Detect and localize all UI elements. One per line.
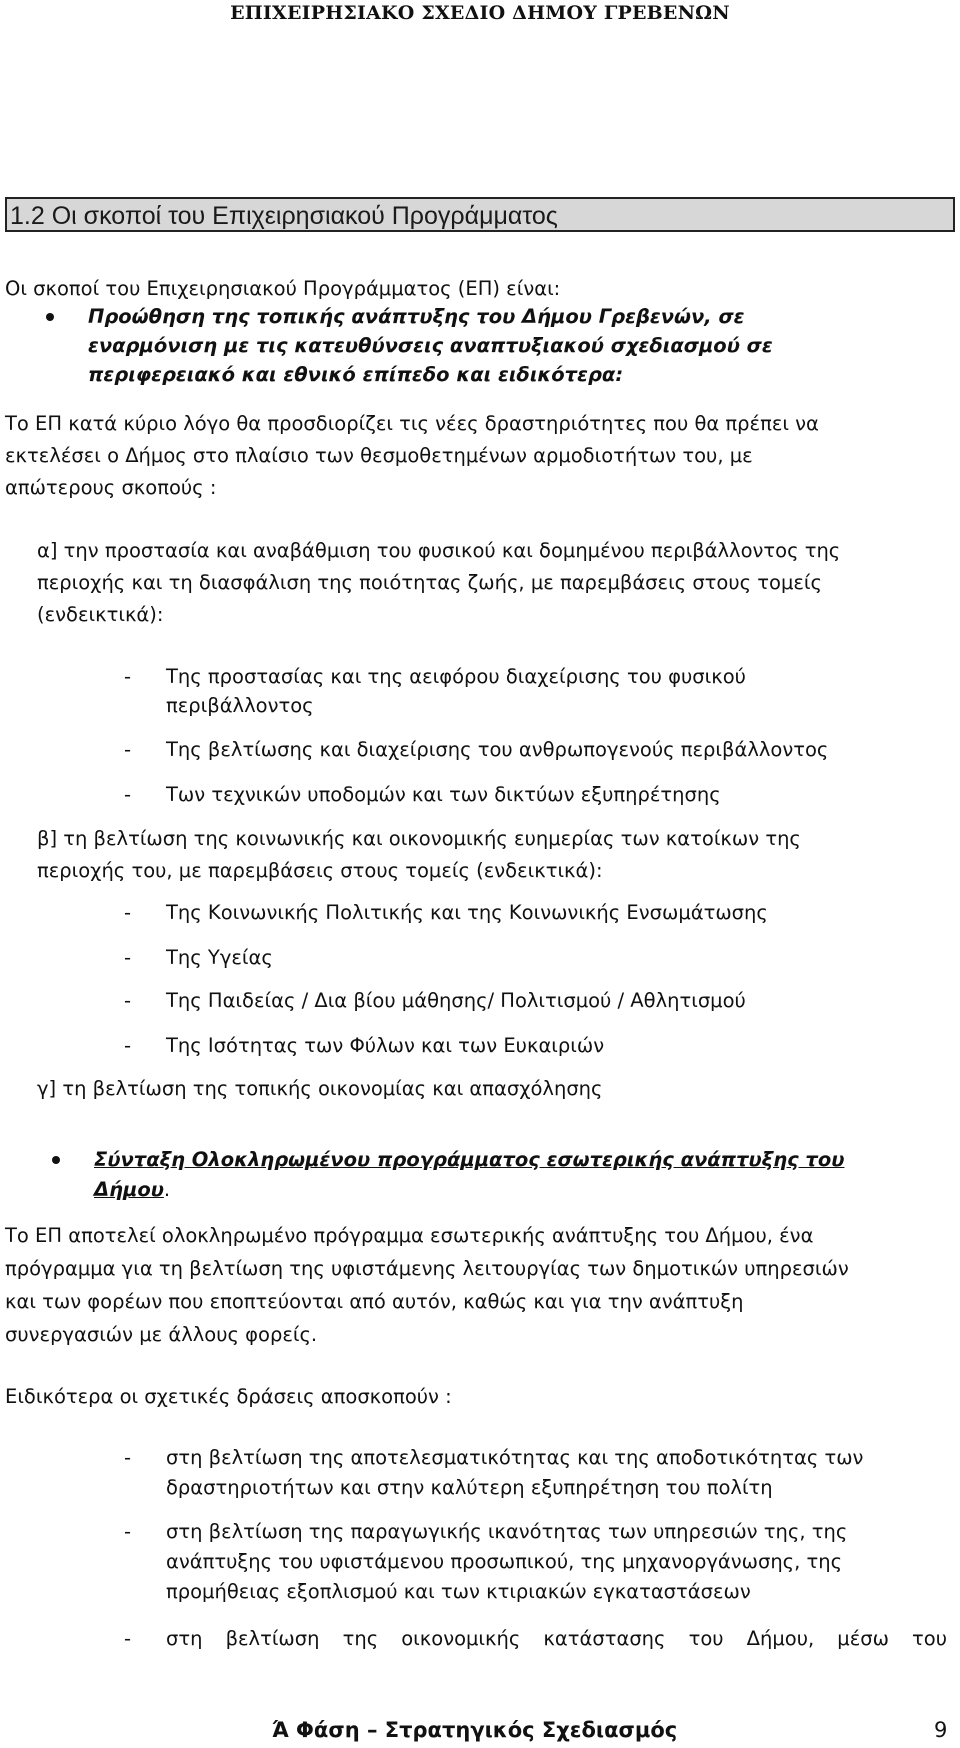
- paragraph-line: απώτερους σκοπούς :: [5, 476, 217, 499]
- dash-marker: -: [124, 665, 132, 688]
- bullet-icon: [46, 313, 54, 321]
- goal-c-line: γ] τη βελτίωση της τοπικής οικονομίας και απασχόλησης: [37, 1077, 603, 1100]
- dash-marker: -: [124, 783, 132, 806]
- goal-a-item: περιβάλλοντος: [166, 694, 314, 717]
- goal-b-item: Της Υγείας: [166, 946, 273, 969]
- dash-marker: -: [124, 989, 132, 1012]
- goal-b-item: Της Κοινωνικής Πολιτικής και της Κοινωνικής Ενσωμάτωσης: [166, 901, 768, 924]
- section-title: 1.2 Οι σκοποί του Επιχειρησιακού Προγράμματος: [10, 202, 558, 230]
- intro-text: Οι σκοποί του Επιχειρησιακού Προγράμματος (ΕΠ) είναι:: [5, 277, 561, 300]
- goal-a-item: Των τεχνικών υποδομών και των δικτύων εξυπηρέτησης: [166, 783, 721, 806]
- bullet2-emphasis: Δήμου: [94, 1178, 164, 1201]
- page-footer: [0, 1718, 960, 1748]
- bullet1-line: περιφερειακό και εθνικό επίπεδο και ειδικότερα:: [88, 363, 624, 386]
- goal-b-item: Της Παιδείας / Δια βίου μάθησης/ Πολιτισμού / Αθλητισμού: [166, 989, 746, 1012]
- paragraph-line: πρόγραμμα για τη βελτίωση της υφιστάμενης λειτουργίας των δημοτικών υπηρεσιών: [5, 1257, 849, 1280]
- goal-a-line: α] την προστασία και αναβάθμιση του φυσικού και δομημένου περιβάλλοντος της: [37, 539, 841, 562]
- action-line: στη βελτίωση της αποτελεσματικότητας και της αποδοτικότητας των: [166, 1446, 864, 1469]
- page-header: ΕΠΙΧΕΙΡΗΣΙΑΚΟ ΣΧΕΔΙΟ ΔΗΜΟΥ ΓΡΕΒΕΝΩΝ: [230, 2, 730, 24]
- paragraph-line: Το ΕΠ κατά κύριο λόγο θα προσδιορίζει τις νέες δραστηριότητες που θα πρέπει να: [5, 412, 819, 435]
- goal-b-item: Της Ισότητας των Φύλων και των Ευκαιριών: [166, 1034, 605, 1057]
- section-heading-bar: [5, 197, 955, 232]
- page-number: 9: [934, 1718, 948, 1742]
- goal-a-item: Της βελτίωσης και διαχείρισης του ανθρωπογενούς περιβάλλοντος: [166, 738, 829, 761]
- bullet-icon: [52, 1156, 60, 1164]
- goal-b-line: περιοχής του, με παρεμβάσεις στους τομείς (ενδεικτικά):: [37, 859, 603, 882]
- dash-marker: -: [124, 946, 132, 969]
- bullet1-line: εναρμόνιση με τις κατευθύνσεις αναπτυξιακού σχεδιασμού σε: [88, 334, 773, 357]
- paragraph-line: εκτελέσει ο Δήμος στο πλαίσιο των θεσμοθετημένων αρμοδιοτήτων του, με: [5, 444, 753, 467]
- goal-a-line: (ενδεικτικά):: [37, 603, 164, 626]
- action-line: στη βελτίωση της οικονομικής κατάστασης του Δήμου, μέσω του: [166, 1627, 947, 1650]
- goal-a-item: Της προστασίας και της αειφόρου διαχείρισης του φυσικού: [166, 665, 746, 688]
- bullet2-line: Σύνταξη Ολοκληρωμένου προγράμματος εσωτερικής ανάπτυξης του: [94, 1148, 845, 1171]
- paragraph-line: Ειδικότερα οι σχετικές δράσεις αποσκοπούν :: [5, 1385, 452, 1408]
- bullet2-period: .: [163, 1178, 171, 1201]
- action-line: στη βελτίωση της παραγωγικής ικανότητας των υπηρεσιών της, της: [166, 1520, 848, 1543]
- goal-a-line: περιοχής και τη διασφάλιση της ποιότητας ζωής, με παρεμβάσεις στους τομείς: [37, 571, 822, 594]
- goal-b-line: β] τη βελτίωση της κοινωνικής και οικονομικής ευημερίας των κατοίκων της: [37, 827, 801, 850]
- dash-marker: -: [124, 1034, 132, 1057]
- bullet2-line: [94, 1175, 170, 1205]
- dash-marker: -: [124, 738, 132, 761]
- dash-marker: -: [124, 1627, 132, 1650]
- paragraph-line: συνεργασιών με άλλους φορείς.: [5, 1323, 318, 1346]
- paragraph-line: Το ΕΠ αποτελεί ολοκληρωμένο πρόγραμμα εσωτερικής ανάπτυξης του Δήμου, ένα: [5, 1224, 814, 1247]
- bullet1-line: Προώθηση της τοπικής ανάπτυξης του Δήμου Γρεβενών, σε: [88, 305, 745, 328]
- dash-marker: -: [124, 901, 132, 924]
- action-line: δραστηριοτήτων και στην καλύτερη εξυπηρέτηση του πολίτη: [166, 1476, 773, 1499]
- footer-title: Ά Φάση – Στρατηγικός Σχεδιασμός: [272, 1718, 678, 1742]
- paragraph-line: και των φορέων που εποπτεύονται από αυτόν, καθώς και για την ανάπτυξη: [5, 1290, 744, 1313]
- dash-marker: -: [124, 1520, 132, 1543]
- action-line: ανάπτυξης του υφιστάμενου προσωπικού, της μηχανοργάνωσης, της: [166, 1550, 843, 1573]
- action-line: προμήθειας εξοπλισμού και των κτιριακών εγκαταστάσεων: [166, 1580, 751, 1603]
- dash-marker: -: [124, 1446, 132, 1469]
